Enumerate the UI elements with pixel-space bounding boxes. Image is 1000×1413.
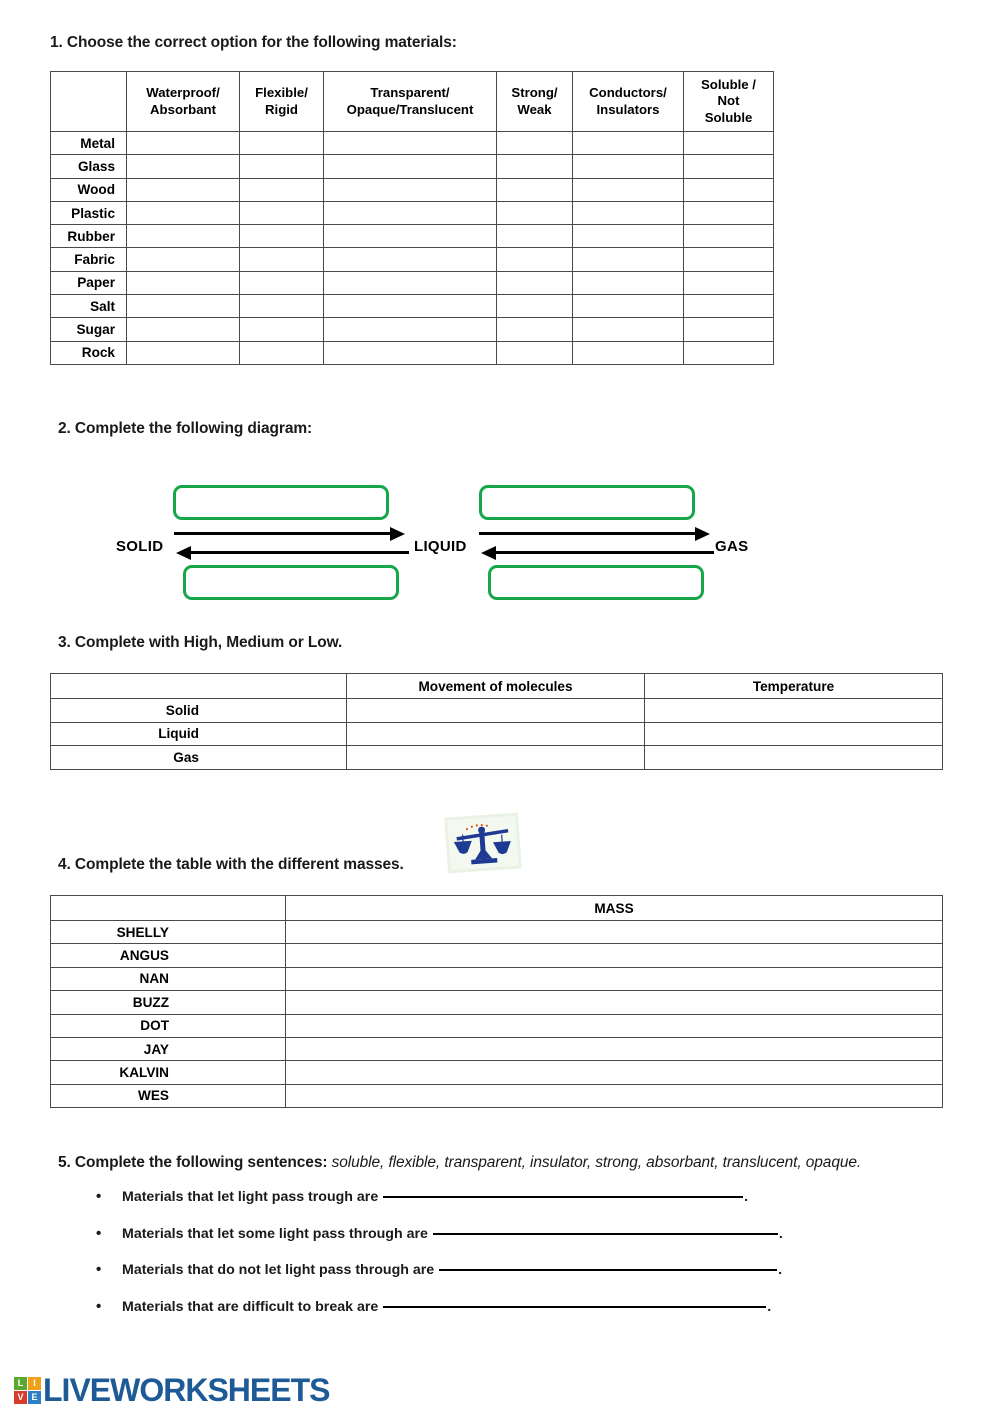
answer-cell[interactable] xyxy=(240,132,324,155)
row-label-kalvin: KALVIN xyxy=(51,1061,286,1084)
answer-cell[interactable] xyxy=(497,271,573,294)
answer-cell[interactable] xyxy=(347,746,645,770)
section-1-materials xyxy=(50,34,950,365)
answer-cell[interactable] xyxy=(573,248,684,271)
answer-cell[interactable] xyxy=(573,132,684,155)
answer-cell-mass[interactable] xyxy=(286,1037,943,1060)
state-label-liquid: LIQUID xyxy=(414,538,467,555)
list-item xyxy=(58,1262,948,1278)
answer-cell[interactable] xyxy=(127,318,240,341)
section-5-wordbank: soluble, flexible, transparent, insulator, strong, absorbant, translucent, opaque. xyxy=(327,1154,862,1171)
table-row xyxy=(51,944,943,967)
answer-cell-mass[interactable] xyxy=(286,944,943,967)
sentence-text: Materials that let some light pass through are xyxy=(122,1225,428,1242)
answer-cell[interactable] xyxy=(497,248,573,271)
header-line-3: Soluble xyxy=(704,109,753,125)
answer-cell[interactable] xyxy=(127,271,240,294)
answer-blank[interactable] xyxy=(383,1306,766,1308)
row-label-gas: Gas xyxy=(51,746,347,770)
logo-tiles-icon xyxy=(14,1377,41,1404)
answer-cell[interactable] xyxy=(347,722,645,746)
table-row xyxy=(51,201,774,224)
state-change-diagram xyxy=(58,452,958,602)
table-row xyxy=(51,967,943,990)
header-line-2: Rigid xyxy=(265,101,298,117)
answer-cell[interactable] xyxy=(324,225,497,248)
answer-cell[interactable] xyxy=(240,271,324,294)
header-line-1: Flexible/ xyxy=(255,85,308,101)
header-line-2: Insulators xyxy=(596,101,660,117)
row-label-wood: Wood xyxy=(51,178,127,201)
logo-tile-e: E xyxy=(28,1391,41,1404)
liveworksheets-logo xyxy=(14,1374,329,1406)
row-label-shelly: SHELLY xyxy=(51,921,286,944)
arrow-line xyxy=(496,551,714,554)
table-header-row xyxy=(51,72,774,132)
table-row xyxy=(51,1014,943,1037)
table-row xyxy=(51,132,774,155)
answer-box-condensation[interactable] xyxy=(488,565,704,600)
arrow-line xyxy=(191,551,409,554)
column-header-waterproof-absorbant xyxy=(127,72,240,132)
masses-table xyxy=(50,895,943,1108)
table-row xyxy=(51,341,774,364)
arrow-head-left-icon xyxy=(481,546,496,560)
answer-cell[interactable] xyxy=(684,132,774,155)
column-header-flexible-rigid xyxy=(240,72,324,132)
column-header-transparent-opaque-translucent xyxy=(324,72,497,132)
table-row xyxy=(51,699,943,723)
row-label-angus: ANGUS xyxy=(51,944,286,967)
answer-blank[interactable] xyxy=(433,1233,778,1235)
arrow-head-right-icon xyxy=(390,527,405,541)
answer-cell[interactable] xyxy=(497,155,573,178)
row-label-metal: Metal xyxy=(51,132,127,155)
answer-cell[interactable] xyxy=(573,318,684,341)
header-line-1: Soluble / xyxy=(701,77,756,93)
section-3-heading: 3. Complete with High, Medium or Low. xyxy=(58,634,343,651)
row-label-jay: JAY xyxy=(51,1037,286,1060)
row-label-buzz: BUZZ xyxy=(51,991,286,1014)
table-row xyxy=(51,746,943,770)
answer-cell[interactable] xyxy=(127,341,240,364)
answer-cell[interactable] xyxy=(573,178,684,201)
answer-box-freezing[interactable] xyxy=(183,565,399,600)
section-3-molecule-movement xyxy=(58,634,958,770)
materials-properties-table xyxy=(50,71,774,365)
arrow-head-left-icon xyxy=(176,546,191,560)
column-header-mass: MASS xyxy=(286,896,943,921)
answer-cell[interactable] xyxy=(497,225,573,248)
table-row xyxy=(51,722,943,746)
balance-scale-icon xyxy=(444,812,522,873)
row-label-nan: NAN xyxy=(51,967,286,990)
row-label-salt: Salt xyxy=(51,295,127,318)
table-row xyxy=(51,1061,943,1084)
logo-wordmark: LIVEWORKSHEETS xyxy=(43,1372,330,1408)
answer-cell[interactable] xyxy=(240,318,324,341)
section-5-sentences xyxy=(58,1150,948,1335)
sentence-end-punctuation: . xyxy=(778,1225,783,1242)
answer-cell[interactable] xyxy=(127,295,240,318)
arrow-head-right-icon xyxy=(695,527,710,541)
row-label-plastic: Plastic xyxy=(51,201,127,224)
table-row xyxy=(51,921,943,944)
list-item xyxy=(58,1226,948,1242)
row-label-rock: Rock xyxy=(51,341,127,364)
answer-cell[interactable] xyxy=(324,271,497,294)
state-label-gas: GAS xyxy=(715,538,749,555)
table-row xyxy=(51,1084,943,1107)
sentence-end-punctuation: . xyxy=(778,1262,783,1279)
answer-cell[interactable] xyxy=(684,271,774,294)
list-item xyxy=(58,1189,948,1205)
answer-blank[interactable] xyxy=(439,1269,777,1271)
table-header-row xyxy=(51,896,943,921)
header-line-2: Not xyxy=(717,93,740,109)
column-header-soluble-not-soluble xyxy=(684,72,774,132)
answer-cell[interactable] xyxy=(324,201,497,224)
section-5-heading xyxy=(58,1150,948,1175)
column-header-blank xyxy=(51,72,127,132)
header-line-1: Strong/ xyxy=(511,85,558,101)
answer-cell[interactable] xyxy=(684,248,774,271)
answer-cell[interactable] xyxy=(240,155,324,178)
answer-cell[interactable] xyxy=(684,178,774,201)
state-label-solid: SOLID xyxy=(116,538,164,555)
table-row xyxy=(51,1037,943,1060)
answer-cell[interactable] xyxy=(573,341,684,364)
answer-cell[interactable] xyxy=(324,248,497,271)
answer-cell[interactable] xyxy=(573,225,684,248)
answer-cell[interactable] xyxy=(127,248,240,271)
row-label-sugar: Sugar xyxy=(51,318,127,341)
table-row xyxy=(51,178,774,201)
row-label-solid: Solid xyxy=(51,699,347,723)
answer-cell[interactable] xyxy=(127,155,240,178)
answer-cell-mass[interactable] xyxy=(286,1061,943,1084)
answer-cell-mass[interactable] xyxy=(286,1084,943,1107)
section-4-masses xyxy=(58,856,958,1108)
section-2-states-diagram xyxy=(58,420,958,602)
column-header-blank xyxy=(51,896,286,921)
table-row xyxy=(51,155,774,178)
list-item xyxy=(58,1299,948,1315)
answer-cell[interactable] xyxy=(497,318,573,341)
answer-cell[interactable] xyxy=(645,722,943,746)
arrow-line xyxy=(479,532,697,535)
table-row xyxy=(51,295,774,318)
column-header-strong-weak xyxy=(497,72,573,132)
answer-cell[interactable] xyxy=(240,225,324,248)
answer-cell[interactable] xyxy=(240,248,324,271)
answer-cell[interactable] xyxy=(240,341,324,364)
row-label-dot: DOT xyxy=(51,1014,286,1037)
header-line-1: Transparent/ xyxy=(370,85,450,101)
answer-cell[interactable] xyxy=(324,341,497,364)
row-label-glass: Glass xyxy=(51,155,127,178)
answer-cell-mass[interactable] xyxy=(286,967,943,990)
header-line-1: Conductors/ xyxy=(589,85,667,101)
answer-blank[interactable] xyxy=(383,1196,743,1198)
answer-cell[interactable] xyxy=(497,178,573,201)
column-header-movement-of-molecules: Movement of molecules xyxy=(347,674,645,699)
sentence-text: Materials that are difficult to break are xyxy=(122,1298,379,1315)
table-row xyxy=(51,991,943,1014)
answer-box-melting[interactable] xyxy=(173,485,389,520)
sentence-end-punctuation: . xyxy=(744,1189,749,1206)
column-header-conductors-insulators xyxy=(573,72,684,132)
sentence-end-punctuation: . xyxy=(767,1298,772,1315)
answer-box-evaporation[interactable] xyxy=(479,485,695,520)
header-line-2: Weak xyxy=(517,101,552,117)
answer-cell-mass[interactable] xyxy=(286,1014,943,1037)
answer-cell[interactable] xyxy=(684,318,774,341)
answer-cell[interactable] xyxy=(684,225,774,248)
logo-tile-i: I xyxy=(28,1377,41,1390)
table-row xyxy=(51,248,774,271)
answer-cell[interactable] xyxy=(127,225,240,248)
answer-cell[interactable] xyxy=(240,295,324,318)
answer-cell[interactable] xyxy=(684,341,774,364)
answer-cell[interactable] xyxy=(324,132,497,155)
answer-cell[interactable] xyxy=(347,699,645,723)
answer-cell[interactable] xyxy=(497,132,573,155)
answer-cell[interactable] xyxy=(684,155,774,178)
row-label-liquid: Liquid xyxy=(51,722,347,746)
answer-cell-mass[interactable] xyxy=(286,991,943,1014)
answer-cell[interactable] xyxy=(497,295,573,318)
column-header-temperature: Temperature xyxy=(645,674,943,699)
row-label-fabric: Fabric xyxy=(51,248,127,271)
table-row xyxy=(51,318,774,341)
row-label-rubber: Rubber xyxy=(51,225,127,248)
answer-cell[interactable] xyxy=(324,178,497,201)
answer-cell[interactable] xyxy=(497,341,573,364)
section-2-heading: 2. Complete the following diagram: xyxy=(58,420,313,437)
answer-cell[interactable] xyxy=(127,178,240,201)
header-line-2: Absorbant xyxy=(150,101,216,117)
sentence-text: Materials that do not let light pass through are xyxy=(122,1262,435,1279)
answer-cell[interactable] xyxy=(573,295,684,318)
section-1-heading: 1. Choose the correct option for the following materials: xyxy=(50,34,457,51)
answer-cell-mass[interactable] xyxy=(286,921,943,944)
answer-cell[interactable] xyxy=(497,201,573,224)
answer-cell[interactable] xyxy=(240,178,324,201)
sentence-text: Materials that let light pass trough are xyxy=(122,1189,379,1206)
header-line-1: Waterproof/ xyxy=(146,85,220,101)
answer-cell[interactable] xyxy=(240,201,324,224)
answer-cell[interactable] xyxy=(684,201,774,224)
table-header-row xyxy=(51,674,943,699)
answer-cell[interactable] xyxy=(645,699,943,723)
answer-cell[interactable] xyxy=(684,295,774,318)
answer-cell[interactable] xyxy=(324,155,497,178)
section-5-heading-bold: 5. Complete the following sentences: xyxy=(58,1154,328,1171)
table-row xyxy=(51,225,774,248)
answer-cell[interactable] xyxy=(573,155,684,178)
answer-cell[interactable] xyxy=(324,318,497,341)
answer-cell[interactable] xyxy=(127,201,240,224)
states-properties-table xyxy=(50,673,943,770)
answer-cell[interactable] xyxy=(573,201,684,224)
answer-cell[interactable] xyxy=(127,132,240,155)
column-header-blank xyxy=(51,674,347,699)
row-label-wes: WES xyxy=(51,1084,286,1107)
answer-cell[interactable] xyxy=(645,746,943,770)
answer-cell[interactable] xyxy=(324,295,497,318)
header-line-2: Opaque/Translucent xyxy=(346,101,474,117)
logo-tile-l: L xyxy=(14,1377,27,1390)
table-row xyxy=(51,271,774,294)
sentence-list xyxy=(58,1189,948,1315)
arrow-line xyxy=(174,532,392,535)
row-label-paper: Paper xyxy=(51,271,127,294)
answer-cell[interactable] xyxy=(573,271,684,294)
section-4-heading: 4. Complete the table with the different masses. xyxy=(58,856,404,873)
logo-tile-v: V xyxy=(14,1391,27,1404)
